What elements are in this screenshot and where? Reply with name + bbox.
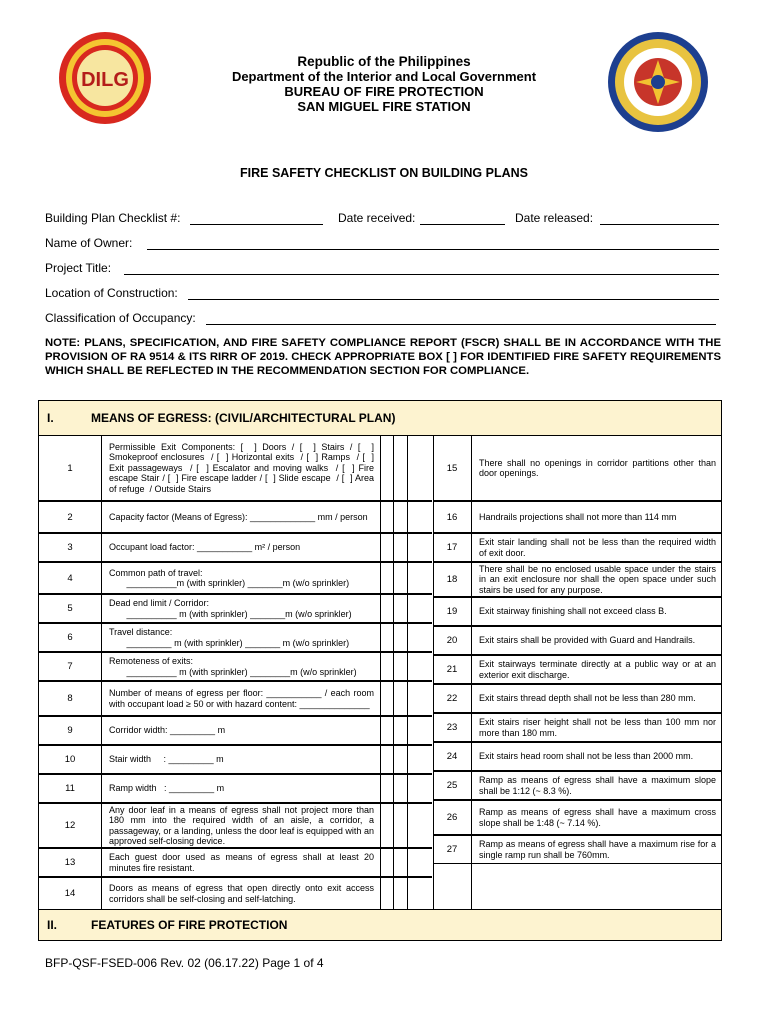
item-number: 7 [39, 652, 101, 681]
check-box-no[interactable] [393, 681, 406, 716]
item-requirement-text: Permissible Exit Components: [ ] Doors / [ ] Stairs / [ ] Smokeproof enclosures / [ ] Horizontal exits / [ ] Ramps / [ ] Exit passageways / [ ] Escalator and moving walks / [ ] Fire escape Stair / [ ] Fire escape ladder / [ ] Slide escape / [ ] Area of refuge / Outside Stairs [101, 435, 380, 501]
section-number: I. [47, 411, 54, 425]
occupancy-label: Classification of Occupancy: [45, 311, 196, 325]
check-box-na[interactable] [406, 716, 432, 745]
item-number: 9 [39, 716, 101, 745]
location-line[interactable] [188, 299, 719, 300]
item-number: 11 [39, 774, 101, 803]
check-box-yes[interactable] [380, 652, 393, 681]
check-box-yes[interactable] [380, 501, 393, 533]
check-box-na[interactable] [406, 562, 432, 594]
form-footer: BFP-QSF-FSED-006 Rev. 02 (06.17.22) Page 1 of 4 [45, 956, 324, 970]
dilg-seal-text: DILG [81, 69, 129, 91]
checklist-row-7 [39, 652, 433, 681]
item-requirement-text: Ramp as means of egress shall have a maximum rise for a single ramp run shall be 760mm. [471, 835, 722, 864]
check-box-na[interactable] [406, 652, 432, 681]
check-box-no[interactable] [393, 774, 406, 803]
occupancy-line[interactable] [206, 324, 716, 325]
checklist-row-21 [433, 655, 722, 684]
check-box-na[interactable] [406, 803, 432, 848]
check-box-no[interactable] [393, 501, 406, 533]
check-box-no[interactable] [393, 562, 406, 594]
item-number: 12 [39, 803, 101, 848]
checklist-number-label: Building Plan Checklist #: [45, 211, 181, 225]
check-box-na[interactable] [406, 533, 432, 562]
check-box-no[interactable] [393, 848, 406, 877]
check-box-yes[interactable] [380, 623, 393, 652]
item-number: 3 [39, 533, 101, 562]
bfp-seal-icon [606, 30, 710, 134]
item-requirement-text: Number of means of egress per floor: ___________ / each room with occupant load ≥ 50 or with hazard content: ______________ [101, 681, 380, 716]
item-number: 19 [433, 597, 471, 626]
check-box-na[interactable] [406, 623, 432, 652]
document-title: FIRE SAFETY CHECKLIST ON BUILDING PLANS [240, 166, 528, 180]
check-box-no[interactable] [393, 803, 406, 848]
letterhead-station: SAN MIGUEL FIRE STATION [297, 99, 471, 114]
date-released-label: Date released: [515, 211, 594, 225]
checklist-row-17 [433, 533, 722, 562]
item-requirement-text: Remoteness of exits: __________ m (with sprinkler) ________m (w/o sprinkler) [101, 652, 380, 681]
item-number: 20 [433, 626, 471, 655]
check-box-yes[interactable] [380, 716, 393, 745]
item-number: 14 [39, 877, 101, 910]
letterhead-bureau: BUREAU OF FIRE PROTECTION [284, 84, 484, 99]
section-means-of-egress [38, 400, 722, 436]
checklist-row-10 [39, 745, 433, 774]
egress-checklist-table [38, 435, 722, 910]
item-requirement-text: Corridor width: _________ m [101, 716, 380, 745]
owner-label: Name of Owner: [45, 236, 133, 250]
right-checklist-column [433, 435, 722, 864]
item-requirement-text: Occupant load factor: ___________ m² / person [101, 533, 380, 562]
checklist-row-18 [433, 562, 722, 597]
check-box-yes[interactable] [380, 848, 393, 877]
item-number: 4 [39, 562, 101, 594]
item-requirement-text: Exit stairs head room shall not be less than 2000 mm. [471, 742, 722, 771]
check-box-no[interactable] [393, 435, 406, 501]
item-requirement-text: Exit stairway finishing shall not exceed class B. [471, 597, 722, 626]
project-title-line[interactable] [124, 274, 719, 275]
item-number: 15 [433, 435, 471, 501]
item-number: 25 [433, 771, 471, 800]
dilg-seal-icon [57, 30, 153, 126]
section-title: FEATURES OF FIRE PROTECTION [91, 918, 288, 932]
item-requirement-text: Exit stairs shall be provided with Guard and Handrails. [471, 626, 722, 655]
check-box-no[interactable] [393, 623, 406, 652]
checklist-row-25 [433, 771, 722, 800]
item-number: 24 [433, 742, 471, 771]
date-received-line[interactable] [420, 224, 505, 225]
checklist-row-8 [39, 681, 433, 716]
item-number: 16 [433, 501, 471, 533]
checklist-row-1 [39, 435, 433, 501]
item-requirement-text: Exit stair landing shall not be less than the required width of exit door. [471, 533, 722, 562]
checklist-row-3 [39, 533, 433, 562]
item-requirement-text: Travel distance: _________ m (with sprinkler) _______ m (w/o sprinkler) [101, 623, 380, 652]
check-box-yes[interactable] [380, 681, 393, 716]
item-requirement-text: There shall be no enclosed usable space under the stairs in an exit enclosure nor shall the open space under such stairs be used for any purpose. [471, 562, 722, 597]
letterhead-department: Department of the Interior and Local Government [231, 69, 537, 84]
checklist-row-16 [433, 501, 722, 533]
date-released-line[interactable] [600, 224, 719, 225]
item-requirement-text: Capacity factor (Means of Egress): _____________ mm / person [101, 501, 380, 533]
checklist-row-26 [433, 800, 722, 835]
check-box-na[interactable] [406, 774, 432, 803]
check-box-yes[interactable] [380, 435, 393, 501]
item-number: 8 [39, 681, 101, 716]
item-requirement-text: Handrails projections shall not more than 114 mm [471, 501, 722, 533]
checklist-row-14 [39, 877, 433, 910]
letterhead [160, 54, 608, 114]
check-box-no[interactable] [393, 652, 406, 681]
item-number: 23 [433, 713, 471, 742]
checklist-row-4 [39, 562, 433, 594]
project-title-label: Project Title: [45, 261, 112, 275]
section-title: MEANS OF EGRESS: (CIVIL/ARCHITECTURAL PLAN) [91, 411, 396, 425]
left-checklist-column [39, 435, 433, 910]
item-requirement-text: Ramp width : _________ m [101, 774, 380, 803]
item-number: 22 [433, 684, 471, 713]
checklist-row-2 [39, 501, 433, 533]
check-box-no[interactable] [393, 594, 406, 623]
check-box-na[interactable] [406, 877, 432, 910]
date-received-label: Date received: [338, 211, 416, 225]
item-number: 27 [433, 835, 471, 864]
check-box-na[interactable] [406, 745, 432, 774]
item-number: 13 [39, 848, 101, 877]
check-box-na[interactable] [406, 594, 432, 623]
checklist-row-20 [433, 626, 722, 655]
check-box-yes[interactable] [380, 533, 393, 562]
check-box-na[interactable] [406, 848, 432, 877]
check-box-no[interactable] [393, 877, 406, 910]
item-requirement-text: Exit stairs thread depth shall not be less than 280 mm. [471, 684, 722, 713]
item-requirement-text: Exit stairways terminate directly at a public way or at an exterior exit discharge. [471, 655, 722, 684]
checklist-row-9 [39, 716, 433, 745]
checklist-row-5 [39, 594, 433, 623]
item-number: 5 [39, 594, 101, 623]
item-number: 26 [433, 800, 471, 835]
check-box-yes[interactable] [380, 594, 393, 623]
item-requirement-text: There shall no openings in corridor partitions other than door openings. [471, 435, 722, 501]
check-box-yes[interactable] [380, 745, 393, 774]
check-box-na[interactable] [406, 681, 432, 716]
checklist-row-23 [433, 713, 722, 742]
section-number: II. [47, 918, 58, 932]
item-number: 21 [433, 655, 471, 684]
item-requirement-text: Each guest door used as means of egress shall at least 20 minutes fire resistant. [101, 848, 380, 877]
item-number: 17 [433, 533, 471, 562]
owner-line[interactable] [147, 249, 719, 250]
letterhead-country: Republic of the Philippines [297, 54, 471, 69]
check-box-yes[interactable] [380, 562, 393, 594]
check-box-no[interactable] [393, 745, 406, 774]
checklist-row-11 [39, 774, 433, 803]
check-box-no[interactable] [393, 716, 406, 745]
item-number: 18 [433, 562, 471, 597]
item-number: 1 [39, 435, 101, 501]
checklist-row-12 [39, 803, 433, 848]
checklist-number-line[interactable] [190, 224, 323, 225]
item-requirement-text: Common path of travel: __________m (with sprinkler) _______m (w/o sprinkler) [101, 562, 380, 594]
item-number: 2 [39, 501, 101, 533]
location-label: Location of Construction: [45, 286, 178, 300]
checklist-row-27 [433, 835, 722, 864]
item-requirement-text: Dead end limit / Corridor: __________ m (with sprinkler) _______m (w/o sprinkler) [101, 594, 380, 623]
item-requirement-text: Any door leaf in a means of egress shall not project more than 180 mm into the required width of an aisle, a corridor, a passageway, or a landing, unless the door leaf is equipped with an approved self-closing device. [101, 803, 380, 848]
check-box-yes[interactable] [380, 774, 393, 803]
checklist-row-19 [433, 597, 722, 626]
item-number: 10 [39, 745, 101, 774]
checklist-row-15 [433, 435, 722, 501]
checklist-row-24 [433, 742, 722, 771]
item-requirement-text: Ramp as means of egress shall have a maximum slope shall be 1:12 (~ 8.3 %). [471, 771, 722, 800]
item-requirement-text: Doors as means of egress that open directly onto exit access corridors shall be self-closing and self-latching. [101, 877, 380, 910]
item-requirement-text: Ramp as means of egress shall have a maximum cross slope shall be 1:48 (~ 7.14 %). [471, 800, 722, 835]
check-box-na[interactable] [406, 435, 432, 501]
section-fire-protection [38, 909, 722, 941]
item-requirement-text: Stair width : _________ m [101, 745, 380, 774]
check-box-yes[interactable] [380, 803, 393, 848]
checklist-row-6 [39, 623, 433, 652]
check-box-yes[interactable] [380, 877, 393, 910]
checklist-row-13 [39, 848, 433, 877]
item-number: 6 [39, 623, 101, 652]
check-box-na[interactable] [406, 501, 432, 533]
check-box-no[interactable] [393, 533, 406, 562]
checklist-row-22 [433, 684, 722, 713]
item-requirement-text: Exit stairs riser height shall not be less than 100 mm nor more than 180 mm. [471, 713, 722, 742]
compliance-note: NOTE: PLANS, SPECIFICATION, AND FIRE SAFETY COMPLIANCE REPORT (FSCR) SHALL BE IN ACCORDANCE WITH THE PROVISION OF RA 9514 & ITS RIRR OF 2019. CHECK APPROPRIATE BOX [ ] FOR IDENTIFIED FIRE SAFETY REQUIREMENTS WHICH SHALL BE REFLECTED IN THE RECOMMENDATION SECTION FOR COMPLIANCE. [45, 337, 721, 377]
